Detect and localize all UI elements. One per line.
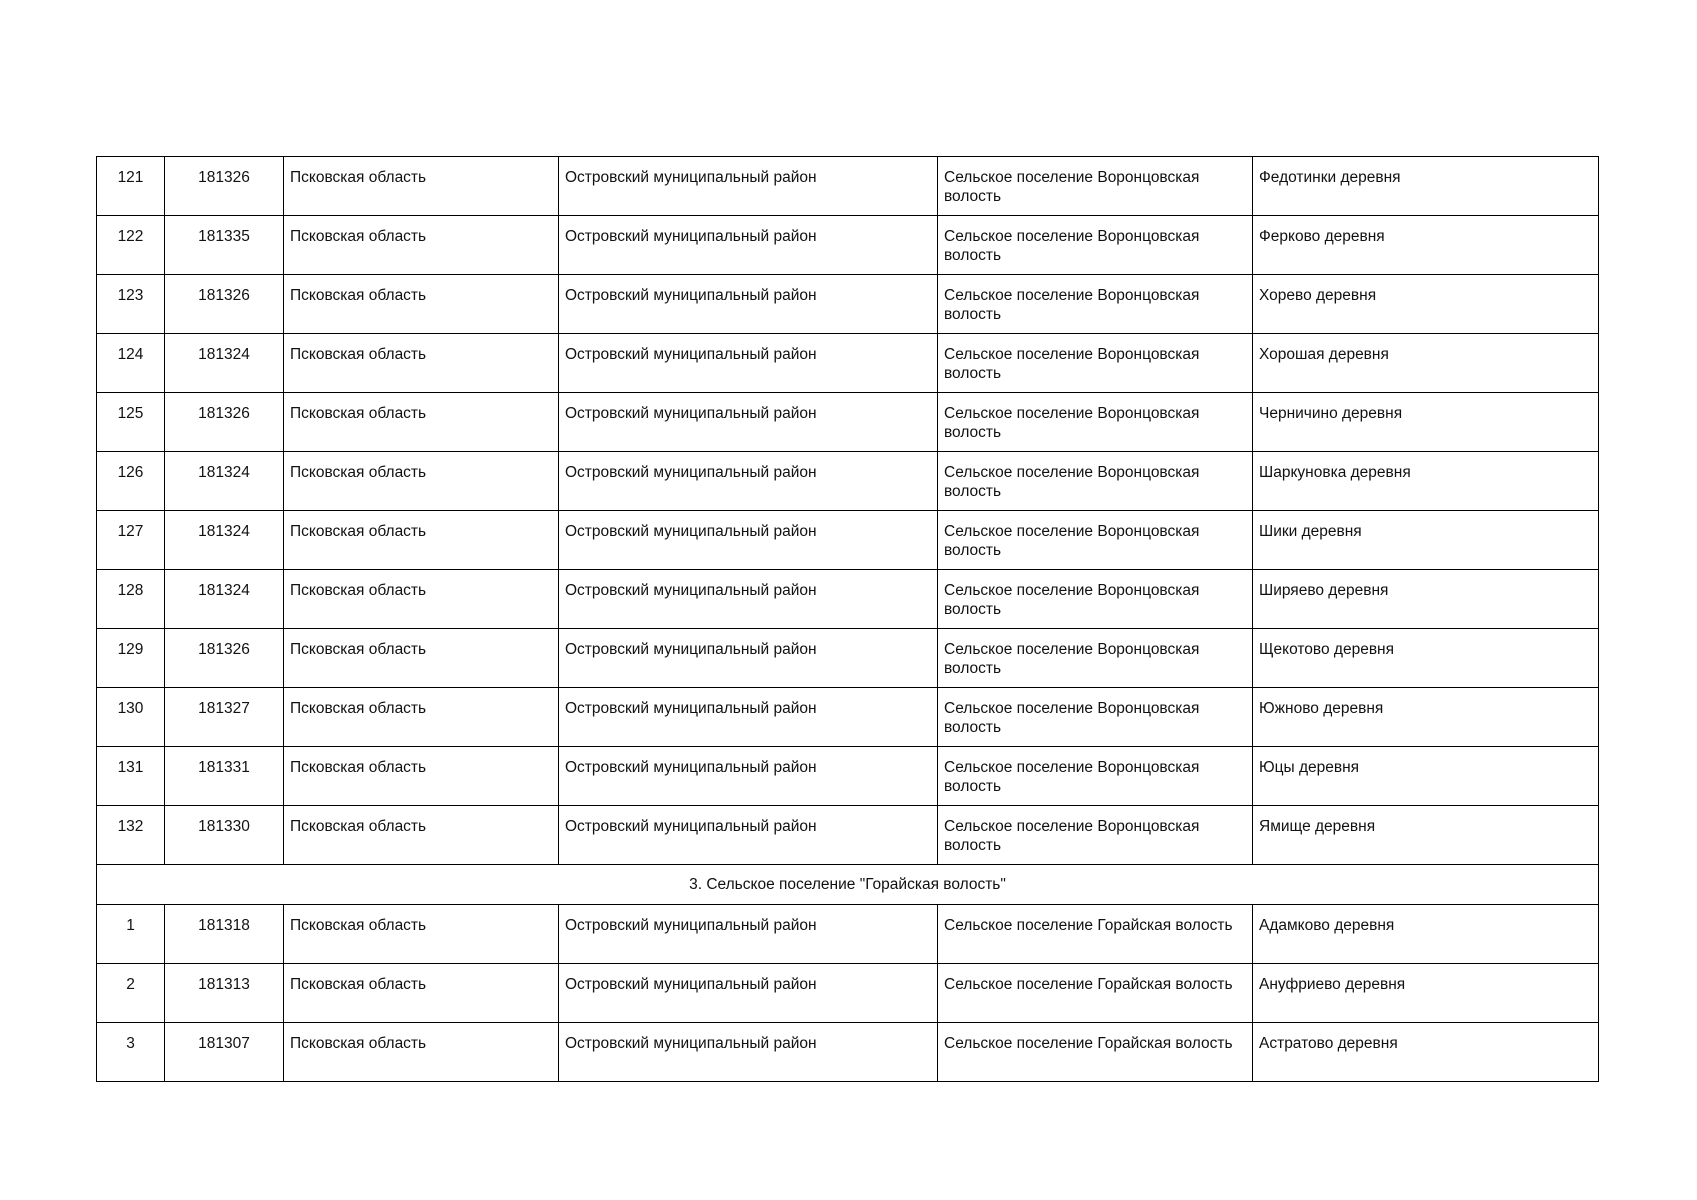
postal-code-cell	[165, 216, 284, 275]
settlement-cell-text: Сельское поселение Воронцовская волость	[944, 228, 1200, 264]
district-cell	[559, 334, 938, 393]
district-cell	[559, 806, 938, 865]
district-cell	[559, 452, 938, 511]
row-number-cell	[97, 511, 165, 570]
settlement-cell-text: Сельское поселение Воронцовская волость	[944, 582, 1200, 618]
section-header-row	[97, 865, 1599, 905]
settlement-cell	[938, 688, 1253, 747]
settlement-cell	[938, 905, 1253, 964]
settlement-cell	[938, 393, 1253, 452]
postal-code-cell-text: 181324	[198, 346, 250, 363]
locality-cell-text: Юцы деревня	[1259, 759, 1360, 776]
settlement-cell	[938, 806, 1253, 865]
district-cell-text: Островский муниципальный район	[565, 169, 817, 186]
locality-cell	[1253, 393, 1599, 452]
locality-cell-text: Черничино деревня	[1259, 405, 1403, 422]
settlement-cell-text: Сельское поселение Воронцовская волость	[944, 346, 1200, 382]
row-number-cell	[97, 964, 165, 1023]
region-cell-text: Псковская область	[290, 346, 427, 363]
table-row	[97, 452, 1599, 511]
row-number-cell	[97, 452, 165, 511]
district-cell	[559, 905, 938, 964]
locality-cell	[1253, 334, 1599, 393]
postal-code-cell	[165, 1023, 284, 1082]
postal-code-cell	[165, 964, 284, 1023]
postal-code-cell	[165, 747, 284, 806]
postal-code-cell	[165, 334, 284, 393]
postal-code-cell-text: 181324	[198, 582, 250, 599]
region-cell-text: Псковская область	[290, 1035, 427, 1052]
district-cell-text: Островский муниципальный район	[565, 346, 817, 363]
table-row	[97, 275, 1599, 334]
row-number-cell	[97, 905, 165, 964]
row-number-cell-text: 126	[117, 464, 144, 481]
settlement-cell-text: Сельское поселение Воронцовская волость	[944, 700, 1200, 736]
locality-cell	[1253, 747, 1599, 806]
locality-cell	[1253, 806, 1599, 865]
row-number-cell-text: 127	[117, 523, 144, 540]
district-cell-text: Островский муниципальный район	[565, 818, 817, 835]
region-cell	[284, 393, 559, 452]
row-number-cell-text: 122	[117, 228, 144, 245]
region-cell-text: Псковская область	[290, 228, 427, 245]
region-cell	[284, 629, 559, 688]
region-cell	[284, 964, 559, 1023]
locality-cell	[1253, 511, 1599, 570]
postal-code-cell-text: 181318	[198, 917, 250, 934]
row-number-cell-text: 125	[117, 405, 144, 422]
settlement-cell-text: Сельское поселение Воронцовская волость	[944, 405, 1200, 441]
postal-code-cell	[165, 511, 284, 570]
locality-cell-text: Ануфриево деревня	[1259, 976, 1406, 993]
table-row	[97, 1023, 1599, 1082]
row-number-cell-text: 132	[117, 818, 144, 835]
postal-code-cell-text: 181326	[198, 169, 250, 186]
region-cell	[284, 334, 559, 393]
postal-code-cell	[165, 905, 284, 964]
table-row	[97, 905, 1599, 964]
locality-cell-text: Астратово деревня	[1259, 1035, 1398, 1052]
settlement-cell	[938, 511, 1253, 570]
postal-code-cell	[165, 688, 284, 747]
district-cell	[559, 629, 938, 688]
district-cell	[559, 393, 938, 452]
table-row	[97, 334, 1599, 393]
row-number-cell	[97, 570, 165, 629]
postal-code-cell	[165, 157, 284, 216]
postal-code-cell	[165, 570, 284, 629]
settlement-cell	[938, 570, 1253, 629]
locality-cell-text: Южново деревня	[1259, 700, 1384, 717]
postal-code-cell-text: 181326	[198, 287, 250, 304]
region-cell	[284, 216, 559, 275]
settlement-cell-text: Сельское поселение Горайская волость	[944, 976, 1233, 993]
district-cell	[559, 1023, 938, 1082]
address-table	[96, 156, 1599, 1082]
district-cell-text: Островский муниципальный район	[565, 759, 817, 776]
district-cell	[559, 688, 938, 747]
settlement-cell-text: Сельское поселение Горайская волость	[944, 917, 1233, 934]
district-cell	[559, 964, 938, 1023]
row-number-cell	[97, 747, 165, 806]
postal-code-cell	[165, 452, 284, 511]
region-cell-text: Псковская область	[290, 976, 427, 993]
locality-cell	[1253, 688, 1599, 747]
district-cell-text: Островский муниципальный район	[565, 228, 817, 245]
settlement-cell	[938, 157, 1253, 216]
row-number-cell	[97, 157, 165, 216]
settlement-cell	[938, 629, 1253, 688]
district-cell-text: Островский муниципальный район	[565, 917, 817, 934]
table-row	[97, 806, 1599, 865]
row-number-cell-text: 2	[126, 976, 135, 993]
region-cell	[284, 747, 559, 806]
district-cell-text: Островский муниципальный район	[565, 976, 817, 993]
table-row	[97, 216, 1599, 275]
locality-cell-text: Ямище деревня	[1259, 818, 1376, 835]
settlement-cell	[938, 334, 1253, 393]
row-number-cell	[97, 334, 165, 393]
table-row	[97, 393, 1599, 452]
settlement-cell-text: Сельское поселение Воронцовская волость	[944, 818, 1200, 854]
region-cell-text: Псковская область	[290, 464, 427, 481]
postal-code-cell	[165, 275, 284, 334]
postal-code-cell	[165, 629, 284, 688]
postal-code-cell-text: 181331	[198, 759, 250, 776]
table-row	[97, 688, 1599, 747]
district-cell	[559, 157, 938, 216]
region-cell	[284, 157, 559, 216]
section-title: 3. Сельское поселение "Горайская волость"	[97, 865, 1599, 905]
locality-cell-text: Федотинки деревня	[1259, 169, 1401, 186]
district-cell	[559, 570, 938, 629]
row-number-cell-text: 124	[117, 346, 144, 363]
locality-cell	[1253, 1023, 1599, 1082]
region-cell-text: Псковская область	[290, 641, 427, 658]
row-number-cell	[97, 806, 165, 865]
row-number-cell	[97, 275, 165, 334]
district-cell-text: Островский муниципальный район	[565, 523, 817, 540]
region-cell	[284, 570, 559, 629]
row-number-cell-text: 131	[117, 759, 144, 776]
row-number-cell-text: 1	[126, 917, 135, 934]
settlement-cell	[938, 452, 1253, 511]
district-cell-text: Островский муниципальный район	[565, 287, 817, 304]
settlement-cell-text: Сельское поселение Воронцовская волость	[944, 464, 1200, 500]
region-cell	[284, 1023, 559, 1082]
locality-cell	[1253, 964, 1599, 1023]
region-cell-text: Псковская область	[290, 287, 427, 304]
locality-cell	[1253, 905, 1599, 964]
locality-cell	[1253, 216, 1599, 275]
region-cell	[284, 275, 559, 334]
settlement-cell-text: Сельское поселение Горайская волость	[944, 1035, 1233, 1052]
settlement-cell	[938, 964, 1253, 1023]
locality-cell-text: Хорево деревня	[1259, 287, 1377, 304]
postal-code-cell	[165, 393, 284, 452]
table-row	[97, 511, 1599, 570]
row-number-cell	[97, 1023, 165, 1082]
locality-cell-text: Ферково деревня	[1259, 228, 1385, 245]
region-cell-text: Псковская область	[290, 917, 427, 934]
region-cell	[284, 452, 559, 511]
settlement-cell-text: Сельское поселение Воронцовская волость	[944, 523, 1200, 559]
region-cell-text: Псковская область	[290, 523, 427, 540]
table-row	[97, 964, 1599, 1023]
region-cell	[284, 511, 559, 570]
locality-cell	[1253, 157, 1599, 216]
row-number-cell	[97, 393, 165, 452]
postal-code-cell-text: 181326	[198, 641, 250, 658]
district-cell	[559, 275, 938, 334]
locality-cell-text: Хорошая деревня	[1259, 346, 1389, 363]
postal-code-cell-text: 181327	[198, 700, 250, 717]
locality-cell	[1253, 629, 1599, 688]
locality-cell-text: Шаркуновка деревня	[1259, 464, 1411, 481]
postal-code-cell-text: 181324	[198, 464, 250, 481]
region-cell-text: Псковская область	[290, 700, 427, 717]
locality-cell	[1253, 275, 1599, 334]
row-number-cell-text: 3	[126, 1035, 135, 1052]
locality-cell	[1253, 570, 1599, 629]
row-number-cell	[97, 688, 165, 747]
district-cell-text: Островский муниципальный район	[565, 1035, 817, 1052]
region-cell-text: Псковская область	[290, 818, 427, 835]
region-cell	[284, 806, 559, 865]
region-cell-text: Псковская область	[290, 759, 427, 776]
settlement-cell	[938, 1023, 1253, 1082]
postal-code-cell-text: 181313	[198, 976, 250, 993]
locality-cell-text: Шики деревня	[1259, 523, 1362, 540]
settlement-cell-text: Сельское поселение Воронцовская волость	[944, 169, 1200, 205]
district-cell	[559, 511, 938, 570]
region-cell-text: Псковская область	[290, 169, 427, 186]
postal-code-cell-text: 181335	[198, 228, 250, 245]
postal-code-cell-text: 181324	[198, 523, 250, 540]
table-row	[97, 629, 1599, 688]
table-row	[97, 747, 1599, 806]
district-cell-text: Островский муниципальный район	[565, 700, 817, 717]
table-row	[97, 157, 1599, 216]
table-row	[97, 570, 1599, 629]
postal-code-cell-text: 181330	[198, 818, 250, 835]
region-cell-text: Псковская область	[290, 405, 427, 422]
settlement-cell	[938, 216, 1253, 275]
district-cell	[559, 216, 938, 275]
region-cell	[284, 688, 559, 747]
postal-code-cell	[165, 806, 284, 865]
settlement-cell-text: Сельское поселение Воронцовская волость	[944, 641, 1200, 677]
row-number-cell-text: 121	[117, 169, 144, 186]
settlement-cell	[938, 747, 1253, 806]
locality-cell-text: Ширяево деревня	[1259, 582, 1389, 599]
row-number-cell-text: 130	[117, 700, 144, 717]
district-cell-text: Островский муниципальный район	[565, 641, 817, 658]
locality-cell-text: Щекотово деревня	[1259, 641, 1395, 658]
row-number-cell-text: 129	[117, 641, 144, 658]
district-cell-text: Островский муниципальный район	[565, 582, 817, 599]
district-cell-text: Островский муниципальный район	[565, 405, 817, 422]
locality-cell	[1253, 452, 1599, 511]
table-body	[97, 157, 1599, 1082]
row-number-cell-text: 128	[117, 582, 144, 599]
settlement-cell-text: Сельское поселение Воронцовская волость	[944, 287, 1200, 323]
region-cell-text: Псковская область	[290, 582, 427, 599]
settlement-cell-text: Сельское поселение Воронцовская волость	[944, 759, 1200, 795]
postal-code-cell-text: 181326	[198, 405, 250, 422]
settlement-cell	[938, 275, 1253, 334]
row-number-cell	[97, 216, 165, 275]
district-cell-text: Островский муниципальный район	[565, 464, 817, 481]
locality-cell-text: Адамково деревня	[1259, 917, 1395, 934]
region-cell	[284, 905, 559, 964]
row-number-cell-text: 123	[117, 287, 144, 304]
row-number-cell	[97, 629, 165, 688]
postal-code-cell-text: 181307	[198, 1035, 250, 1052]
district-cell	[559, 747, 938, 806]
